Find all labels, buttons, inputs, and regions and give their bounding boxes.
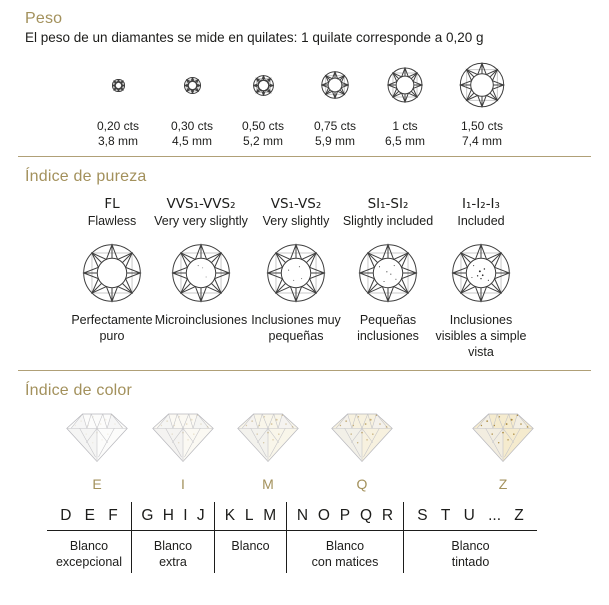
clarity-description: Inclusiones muy pequeñas (251, 313, 341, 343)
diamond-topview-drawing (184, 77, 201, 94)
color-scale-letter-group (47, 502, 132, 530)
clarity-description: Perfectamente puro (71, 313, 153, 343)
color-scale-group-label (287, 531, 404, 573)
color-scale-group-label (404, 531, 537, 573)
carat-size-item (157, 60, 227, 149)
clarity-grade-item (149, 196, 253, 328)
pureza-section-title: Índice de pureza (25, 168, 147, 185)
color-scale-letter-group (404, 502, 537, 530)
clarity-code: VS₁-VS₂ (270, 196, 322, 212)
color-scale-letter-group (132, 502, 215, 530)
color-sample-photo (232, 408, 304, 466)
carat-value: 1,50 cts (460, 119, 504, 133)
diamond-topview-drawing-holder (228, 60, 298, 110)
carat-size-item (447, 60, 517, 149)
carat-size-item (300, 60, 370, 149)
carat-value: 1 cts (392, 119, 418, 133)
clarity-description: Microinclusiones (154, 313, 248, 327)
label-line: con matices (311, 555, 379, 569)
color-scale-letter: S (417, 507, 428, 524)
color-scale-letter: E (84, 507, 96, 524)
diamond-topview-drawing-holder (300, 60, 370, 110)
carat-size-label (228, 119, 298, 149)
carat-value: 0,30 cts (170, 119, 214, 133)
diamond-topview-drawing (82, 243, 142, 303)
diamond-topview-drawing (112, 79, 125, 92)
color-scale-letter: D (60, 507, 72, 524)
color-scale-letter: P (339, 507, 351, 524)
color-sample-letter: M (262, 476, 274, 492)
diamond-topview-drawing (321, 71, 349, 99)
color-scale-letter: I (183, 507, 188, 524)
peso-section-subtitle: El peso de un diamantes se mide en quilates: 1 quilate corresponde a 0,20 g (25, 30, 484, 45)
color-sample-letter: Q (356, 476, 368, 492)
color-scale-table (47, 502, 537, 573)
clarity-code: SI₁-SI₂ (367, 196, 409, 212)
color-scale-letter: G (141, 507, 154, 524)
diameter-value: 4,5 mm (171, 134, 212, 148)
diamond-topview-drawing-holder (244, 243, 348, 303)
color-scale-labels-row (47, 531, 537, 573)
diamond-photo (467, 408, 539, 466)
color-scale-group-label (47, 531, 132, 573)
color-sample-letter: Z (498, 476, 508, 492)
color-scale-letter: K (224, 507, 236, 524)
carat-size-item (228, 60, 298, 149)
carat-size-label (83, 119, 153, 149)
label-line: extra (159, 555, 187, 569)
label-line: Blanco (325, 539, 365, 553)
color-sample-photo (326, 408, 398, 466)
clarity-code: VVS₁-VVS₂ (166, 196, 236, 212)
color-sample-photo (61, 408, 133, 466)
clarity-name: Flawless (87, 214, 137, 228)
label-line: tintado (451, 555, 490, 569)
color-scale-letter: T (440, 507, 451, 524)
clarity-code: FL (104, 196, 120, 212)
diamond-photo (326, 408, 398, 466)
color-scale-letter: J (196, 507, 205, 524)
color-scale-group-label (132, 531, 215, 573)
diamond-topview-drawing (253, 75, 274, 96)
diamond-topview-drawing (451, 243, 511, 303)
clarity-description: Pequeñas inclusiones (357, 313, 419, 343)
color-scale-letter: H (162, 507, 174, 524)
carat-value: 0,75 cts (313, 119, 357, 133)
clarity-grade-item (429, 196, 533, 360)
diamond-topview-drawing-holder (149, 243, 253, 303)
diameter-value: 3,8 mm (97, 134, 138, 148)
clarity-code: I₁-I₂-I₃ (462, 196, 500, 212)
color-scale-letter-group (215, 502, 287, 530)
diamond-topview-drawing (171, 243, 231, 303)
color-scale-letters-row (47, 502, 537, 530)
color-sample-letter: I (181, 476, 185, 492)
diamond-topview-drawing (358, 243, 418, 303)
carat-size-item (370, 60, 440, 149)
label-line: Blanco (69, 539, 109, 553)
color-scale-letter: N (296, 507, 309, 524)
diamond-topview-drawing-holder (429, 243, 533, 303)
clarity-name: Slightly included (342, 214, 434, 228)
clarity-description: Inclusiones visibles a simple vista (435, 313, 527, 359)
diamond-topview-drawing-holder (336, 243, 440, 303)
section-divider (18, 370, 591, 371)
color-sample-letter: E (92, 476, 102, 492)
diamond-topview-drawing-holder (447, 60, 517, 110)
clarity-name: Very very slightly (154, 214, 248, 228)
diameter-value: 5,2 mm (242, 134, 283, 148)
color-section-title: Índice de color (25, 382, 133, 399)
diameter-value: 7,4 mm (461, 134, 502, 148)
carat-size-row (0, 60, 609, 150)
color-scale-letter: U (463, 507, 475, 524)
section-divider (18, 156, 591, 157)
clarity-name: Included (457, 214, 505, 228)
color-scale-letter: M (263, 507, 277, 524)
peso-section-title: Peso (25, 10, 63, 27)
color-sample-photo (467, 408, 539, 466)
label-line: excepcional (55, 555, 122, 569)
color-scale-letter: ... (488, 507, 501, 524)
clarity-grade-item (244, 196, 348, 344)
diamond-photo (232, 408, 304, 466)
color-scale-letter: L (244, 507, 254, 524)
color-scale-letter: F (108, 507, 118, 524)
label-line: Blanco (451, 539, 490, 553)
color-scale-letter: R (381, 507, 394, 524)
color-scale-group-label: Blanco (215, 531, 287, 573)
color-scale-letter: Q (359, 507, 373, 524)
diamond-topview-drawing-holder (157, 60, 227, 110)
carat-size-label (447, 119, 517, 149)
carat-size-item (83, 60, 153, 149)
diamond-photo (147, 408, 219, 466)
diamond-topview-drawing-holder (370, 60, 440, 110)
carat-value: 0,50 cts (241, 119, 285, 133)
color-scale-letter-group (287, 502, 404, 530)
diameter-value: 6,5 mm (384, 134, 425, 148)
clarity-grade-item (336, 196, 440, 344)
diamond-topview-drawing (387, 67, 423, 103)
clarity-grades-row (0, 196, 609, 361)
color-sample-photo (147, 408, 219, 466)
diamond-photo (61, 408, 133, 466)
carat-size-label (157, 119, 227, 149)
clarity-name: Very slightly (262, 214, 330, 228)
diamond-topview-drawing-holder (83, 60, 153, 110)
carat-size-label (300, 119, 370, 149)
carat-value: 0,20 cts (96, 119, 140, 133)
carat-size-label (370, 119, 440, 149)
diamond-topview-drawing (459, 62, 505, 108)
diameter-value: 5,9 mm (314, 134, 355, 148)
diamond-topview-drawing (266, 243, 326, 303)
color-scale-letter: O (317, 507, 330, 524)
label-line: Blanco (153, 539, 193, 553)
color-scale-letter: Z (514, 507, 524, 524)
